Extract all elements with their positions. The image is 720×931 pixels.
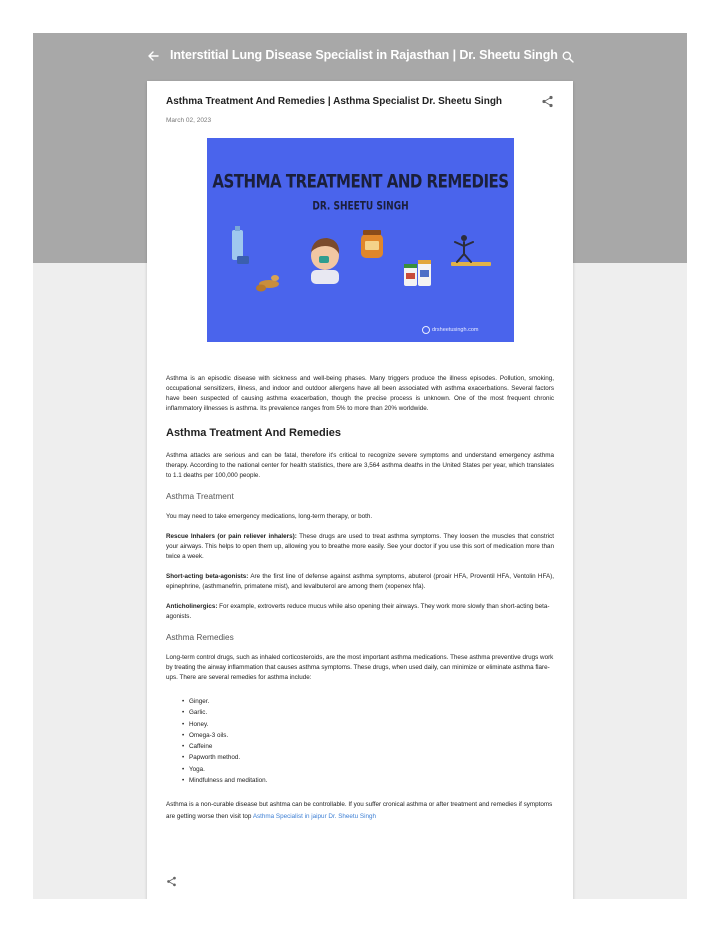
list-item: • Yoga. bbox=[182, 764, 554, 775]
anticholinergics-paragraph bbox=[166, 602, 554, 622]
subheading-remedies: Asthma Remedies bbox=[166, 632, 234, 642]
rescue-text: These drugs are used to treat asthma symptoms. They loosen the muscles that constrict your airways. This helps to open them up, allowing you to breathe more easily. See your doctor if you use this sort of medication more than twice a week. bbox=[166, 533, 555, 560]
list-item: • Mindfulness and meditation. bbox=[182, 775, 554, 786]
remedies-paragraph: Long-term control drugs, such as inhaled corticosteroids, are the most important asthma medications. These asthma preventive drugs work by treating the airway inflammation that causes asthma symptoms. These drugs, when used daily, can minimize or eliminate asthma flare-ups. There are several remedies for asthma include: bbox=[166, 654, 554, 681]
honey-jar-icon bbox=[361, 230, 383, 258]
search-icon[interactable] bbox=[561, 50, 575, 64]
hero-title: ASTHMA TREATMENT AND REMEDIES bbox=[212, 169, 509, 193]
share-icon[interactable] bbox=[166, 876, 177, 887]
blog-title[interactable]: Interstitial Lung Disease Specialist in Rajasthan | Dr. Sheetu Singh bbox=[170, 48, 558, 62]
rescue-label: Rescue Inhalers (or pain reliever inhalers): bbox=[166, 533, 297, 540]
ginger-icon bbox=[256, 275, 279, 292]
intro-paragraph: Asthma is an episodic disease with sickness and well-being phases. Many triggers produce the illness episodes. Pollution, smoking, occupational sensitizers, illness, and indoor and outdoor allergens have all been associated with asthma exacerbations. Several factors have been suspected of causing asthma exacerbation, though the precise process is unknown. One of the most frequent chronic inflammatory illnesses is asthma. Its prevalence ranges from 5% to more than 20% worldwide. bbox=[166, 375, 554, 412]
list-item: • Garlic. bbox=[182, 707, 554, 718]
rescue-inhalers-paragraph bbox=[166, 532, 554, 562]
antichol-text: For example, extroverts reduce mucus while also opening their airways. They work more slowly than short-acting beta-agonists. bbox=[166, 603, 550, 620]
supplements-icon bbox=[404, 260, 431, 286]
share-icon[interactable] bbox=[541, 95, 554, 108]
beta-agonists-paragraph bbox=[166, 572, 554, 592]
list-item: • Ginger. bbox=[182, 696, 554, 707]
remedies-list bbox=[166, 696, 554, 786]
subheading-treatment: Asthma Treatment bbox=[166, 491, 234, 501]
hero-site: drsheetusingh.com bbox=[432, 327, 479, 333]
yoga-icon bbox=[451, 235, 491, 266]
antichol-label: Anticholinergics: bbox=[166, 603, 218, 610]
closing-paragraph bbox=[166, 799, 554, 823]
closing-text: Asthma is a non-curable disease but ashtma can be controllable. If you suffer cronical asthma or after treatment and remedies if symptoms are getting worse then visit top bbox=[166, 801, 553, 821]
specialist-link[interactable]: Asthma Specialist in jaipur Dr. Sheetu Singh bbox=[252, 813, 377, 821]
paragraph: You may need to take emergency medications, long-term therapy, or both. bbox=[166, 513, 373, 520]
section-heading: Asthma Treatment And Remedies bbox=[166, 427, 342, 439]
post-title[interactable]: Asthma Treatment And Remedies | Asthma Specialist Dr. Sheetu Singh bbox=[166, 96, 503, 107]
person-icon bbox=[311, 238, 339, 284]
beta-text: Are the first line of defense against asthma symptoms, abuterol (proair HFA, Proventil HFA, Ventolin HFA), epinephrine, (asthmanefrin, primatene mist), and levalbuterol are among them (xopenex hfa). bbox=[166, 573, 554, 590]
list-item: • Papworth method. bbox=[182, 752, 554, 763]
paragraph: Asthma attacks are serious and can be fatal, therefore it's critical to recognize severe symptoms and understand emergency asthma therapy. According to the national center for health statistics, there are 3,564 asthma deaths in the United States per year, which translates to 1.1 deaths per 100,000 people. bbox=[166, 452, 554, 479]
browser-viewport bbox=[33, 33, 687, 899]
top-app-bar bbox=[33, 33, 687, 81]
inhaler-icon bbox=[232, 226, 249, 264]
globe-icon bbox=[422, 326, 430, 334]
list-item: • Caffeine bbox=[182, 741, 554, 752]
list-item: • Omega-3 oils. bbox=[182, 730, 554, 741]
hero-illustration bbox=[207, 138, 514, 342]
post-card bbox=[147, 81, 573, 899]
post-date: March 02, 2023 bbox=[166, 117, 212, 124]
back-arrow-icon[interactable] bbox=[145, 48, 161, 64]
list-item: • Honey. bbox=[182, 719, 554, 730]
beta-label: Short-acting beta-agonists: bbox=[166, 573, 249, 580]
hero-image bbox=[207, 138, 514, 342]
post-body bbox=[166, 374, 554, 823]
hero-subtitle: DR. SHEETU SINGH bbox=[312, 200, 409, 214]
